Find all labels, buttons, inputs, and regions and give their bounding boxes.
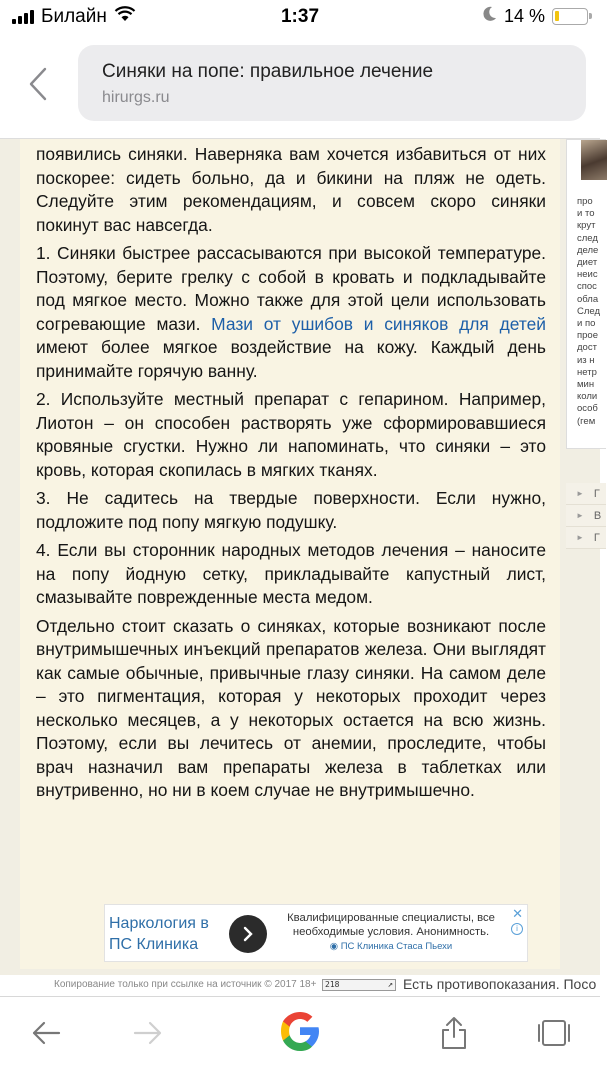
article	[20, 139, 560, 969]
ad-title[interactable]: Наркология в ПС Клиника	[109, 915, 209, 953]
arrow-up-right-icon: ↗	[387, 980, 393, 990]
battery-icon	[552, 8, 588, 25]
status-bar	[0, 0, 600, 36]
browser-toolbar	[0, 996, 600, 1066]
sidebar-photo	[581, 140, 607, 180]
triangle-right-icon: ►	[576, 533, 584, 542]
sidebar-nav-item[interactable]: ► Г	[566, 527, 606, 549]
nav-forward-button[interactable]	[128, 1013, 168, 1053]
sidebar-nav	[566, 483, 606, 549]
triangle-right-icon: ►	[576, 489, 584, 498]
google-home-button[interactable]	[276, 1007, 324, 1055]
article-paragraph: появились синяки. Наверняка вам хочется избавиться от них поскорее: сидеть больно, да и бикини на пляж не одеть. Следуйте этим рекомендациям, и совсем скоро синяки покинут вас навсегда.	[36, 144, 546, 235]
copyright-text: Копирование только при ссылке на источник © 2017 18+	[54, 979, 317, 990]
moon-icon	[483, 6, 497, 27]
sidebar-nav-item[interactable]: ► Г	[566, 483, 606, 505]
nav-back-button[interactable]	[26, 1013, 66, 1053]
site-footer	[0, 975, 600, 997]
ointments-link[interactable]: Мази от ушибов и синяков для детей	[211, 313, 546, 334]
tabs-button[interactable]	[534, 1013, 574, 1053]
status-right	[483, 6, 588, 27]
ad-go-button[interactable]	[229, 915, 267, 953]
ad-text: Квалифицированные специалисты, все необходимые условия. Анонимность.	[287, 912, 495, 938]
article-text-span: 1. Синяки быстрее рассасываются при высокой температуре. Поэтому, берите грелку с собой в кровать и подкладывайте под мягкое место. Можно также для этой цели использовать согревающие мази.	[36, 243, 546, 334]
back-button[interactable]	[22, 62, 54, 106]
chevron-left-icon	[29, 67, 47, 101]
ad-close-icon[interactable]: ✕	[512, 906, 523, 921]
article-body	[36, 143, 546, 808]
sidebar	[566, 139, 606, 599]
ad-source[interactable]: ◉ ПС Клиника Стаса Пьехи	[329, 941, 453, 952]
arrow-left-icon	[31, 1021, 61, 1045]
tabs-icon	[537, 1018, 571, 1048]
chevron-right-icon	[242, 926, 254, 942]
article-paragraph: Отдельно стоит сказать о синяках, которые возникают после внутримышечных инъекций препаратов железа. Они выглядят как самые обычные, привычные глазу синяки. На самом деле – это пигментация, которая у некоторых проходит через несколько месяцев, а у некоторых остается на всю жизнь. Поэтому, если вы лечитесь от анемии, проследите, чтобы врач назначил вам препараты железа в таблетках или внутривенно, но ни в коем случае не внутримышечно.	[36, 615, 546, 800]
article-paragraph: 4. Если вы сторонник народных методов лечения – наносите на попу йодную сетку, прикладывайте капустный лист, смазывайте поврежденные места медом.	[36, 540, 546, 607]
address-bar[interactable]	[78, 45, 586, 121]
arrow-right-icon	[133, 1021, 163, 1045]
triangle-right-icon: ►	[576, 511, 584, 520]
article-paragraph: 2. Используйте местный препарат с гепарином. Например, Лиотон – он способен растворять уже сформировавшиеся кровяные сгустки. Нужно ли напоминать, что синяки – это кровь, которая скопилась в мягких тканях.	[36, 389, 546, 480]
article-paragraph	[36, 242, 546, 383]
sidebar-text: про и то крут след деле диет неис спос обла След и по прое дост из н нетр мин коли особ (гем	[577, 196, 601, 427]
share-button[interactable]	[434, 1013, 474, 1053]
visit-counter[interactable]: 218 ↗	[322, 979, 396, 991]
ad-info-icon[interactable]: i	[511, 923, 523, 935]
ad-banner[interactable]	[104, 904, 528, 962]
sidebar-card	[566, 139, 606, 449]
article-paragraph: 3. Не садитесь на твердые поверхности. Если нужно, подложите под попу мягкую подушку.	[36, 488, 546, 532]
clock: 1:37	[280, 6, 320, 27]
web-content[interactable]	[0, 138, 600, 990]
google-icon	[277, 1008, 323, 1054]
share-icon	[440, 1016, 468, 1050]
battery-percent: 14 %	[503, 6, 545, 26]
page-title: Синяки на попе: правильное лечение	[102, 61, 434, 82]
carrier-label: Билайн	[41, 6, 107, 27]
article-text-span: имеют более мягкое воздействие на кожу. Каждый день принимайте горячую ванну.	[36, 337, 546, 381]
page-domain: hirurgs.ru	[102, 89, 170, 106]
contraindications-text: Есть противопоказания. Посо	[403, 976, 597, 992]
sidebar-nav-item[interactable]: ► В	[566, 505, 606, 527]
